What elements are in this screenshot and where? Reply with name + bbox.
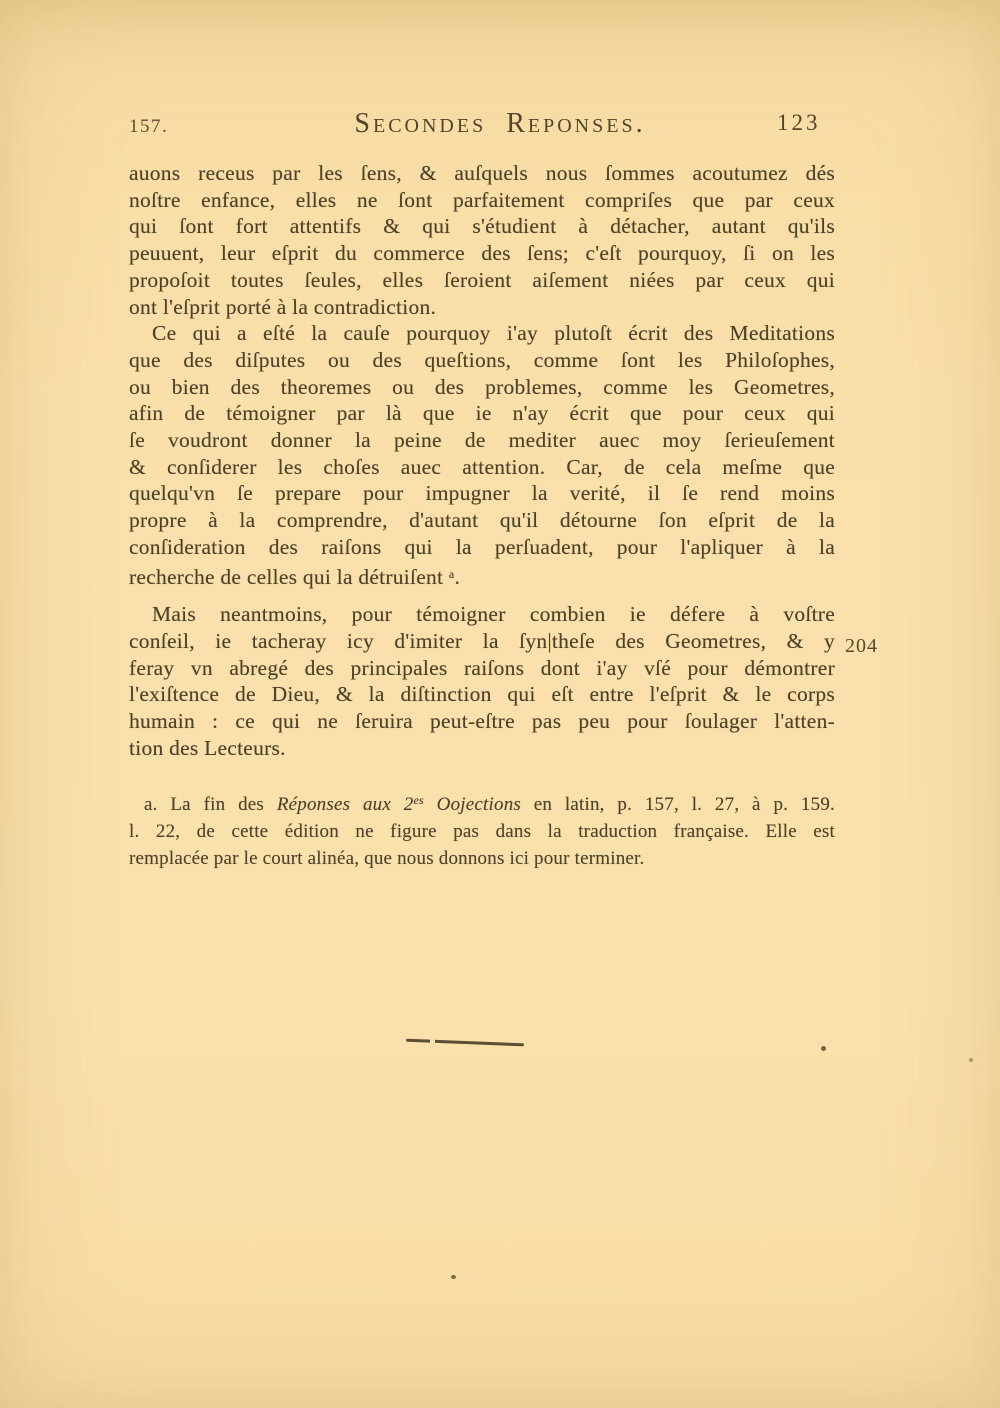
body-text xyxy=(129,160,835,761)
paragraph-2-line-8: propre à la comprendre, d'autant qu'il détourne ſon eſprit de la xyxy=(129,508,835,533)
footer-divider-rule xyxy=(406,1039,524,1047)
paragraph-2-line-5: ſe voudront donner la peine de mediter auec moy ſerieuſement xyxy=(129,428,835,453)
paragraph-1-line-2: noſtre enfance, elles ne ſont parfaitement compriſes que par ceux xyxy=(129,187,835,212)
paragraph-1-line-3: qui ſont fort attentifs & qui s'étudient à détacher, autant qu'ils xyxy=(129,214,835,239)
paragraph-2 xyxy=(129,320,835,590)
paragraph-2-line-1: Ce qui a eſté la cauſe pourquoy i'ay plutoſt écrit des Meditations xyxy=(152,321,835,346)
paragraph-2-line-3: ou bien des theoremes ou des problemes, comme les Geometres, xyxy=(129,374,835,399)
paragraph-2-line-9: conſideration des raiſons qui la perſuadent, pour l'apliquer à la xyxy=(129,534,835,559)
styled-text: Réponses aux 2 xyxy=(276,794,414,815)
paragraph-1-line-5: propoſoit toutes ſeules, elles ſeroient aiſement niées par ceux qui xyxy=(129,267,835,292)
scan-speck xyxy=(969,1058,973,1062)
header-source-page-number: 157. xyxy=(129,116,169,137)
paragraph-3-line-1: Mais neantmoins, pour témoigner combien ie défere à voſtre xyxy=(152,602,835,627)
paragraph-3-line-3: feray vn abregé des principales raiſons dont i'ay vſé pour démontrer xyxy=(129,655,835,680)
page-title: Secondes Reponses. xyxy=(354,108,646,139)
paragraph-2-line-6: & conſiderer les choſes auec attention. Car, de cela meſme que xyxy=(129,454,835,479)
paragraph-1-line-6: ont l'eſprit porté à la contradiction. xyxy=(129,294,437,319)
margin-line-number: 204 xyxy=(845,635,878,657)
footnote-line-2: l. 22, de cette édition ne figure pas dans la traduction française. Elle est xyxy=(129,821,835,842)
paragraph-2-line-10: recherche de celles qui la détruiſent $^a$. xyxy=(129,564,461,589)
paragraph-3-line-2: conſeil, ie tacheray icy d'imiter la ſyn|theſe des Geometres, & y xyxy=(129,628,835,653)
paragraph-1 xyxy=(129,160,835,320)
footnote-line-1: a. La fin des Réponses aux $2^{es}$ Oojections en latin, p. 157, l. 27, à p. 159. xyxy=(144,793,835,815)
footnote-line-3: remplacée par le court alinéa, que nous donnons ici pour terminer. xyxy=(129,848,645,869)
paragraph-1-line-1: auons receus par les ſens, & auſquels nous ſommes acoutumez dés xyxy=(129,161,835,185)
footnote-ref: es xyxy=(413,793,424,807)
paragraph-3-line-5: humain : ce qui ne ſeruira peut-eſtre pas peu pour ſoulager l'atten- xyxy=(129,709,835,734)
header-page-number: 123 xyxy=(777,110,821,135)
paragraph-3-line-4: l'exiſtence de Dieu, & la diſtinction qui eſt entre l'eſprit & le corps xyxy=(129,682,835,707)
scan-speck xyxy=(451,1275,456,1279)
paragraph-3-line-6: tion des Lecteurs. xyxy=(129,735,286,760)
paragraph-1-line-4: peuuent, leur eſprit du commerce des ſens; c'eſt pourquoy, ſi on les xyxy=(129,241,835,266)
footnote xyxy=(129,787,835,872)
paragraph-2-line-4: afin de témoigner par là que ie n'ay écrit que pour ceux qui xyxy=(129,401,835,426)
paragraph-2-line-2: que des diſputes ou des queſtions, comme ſont les Philoſophes, xyxy=(129,347,835,372)
paragraph-2-line-7: quelqu'vn ſe prepare pour impugner la verité, il ſe rend moins xyxy=(129,481,835,506)
paragraph-3 xyxy=(129,601,835,761)
scan-speck xyxy=(821,1046,826,1051)
footnote-ref: a xyxy=(448,566,455,581)
styled-text: Oojections xyxy=(423,794,521,815)
